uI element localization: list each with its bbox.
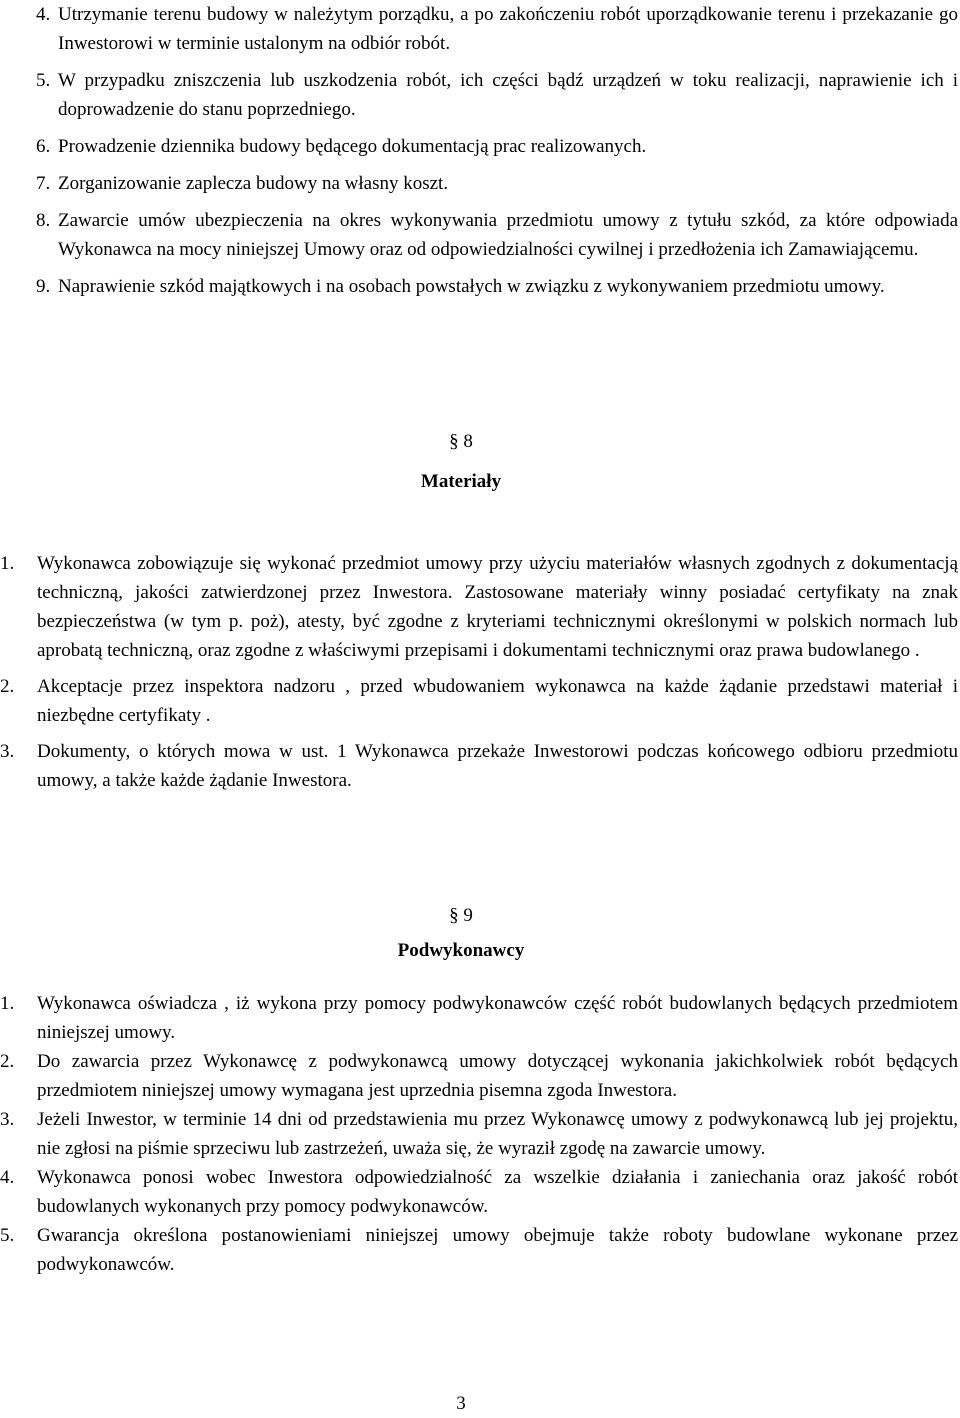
list-item-number: 4. [36,4,51,25]
section-9-number: 9 [463,905,473,926]
list-item-number: 7. [36,173,51,194]
section-9-heading [0,901,922,965]
list-item-text: Dokumenty, o których mowa w ust. 1 Wykonawca przekaże Inwestorowi podczas końcowego odbioru przedmiotu umowy, a także każde żądanie Inwestora. [37,741,958,791]
section-9-list [0,989,958,1279]
list-item-number: 1. [0,553,15,574]
list-item-number: 5. [0,1225,15,1246]
list-item-text: Jeżeli Inwestor, w terminie 14 dni od przedstawienia mu przez Wykonawcę umowy z podwykonawcą lub jej projektu, nie zgłosi na piśmie sprzeciwu lub zastrzeżeń, uważa się, że wyraził zgodę na zawarcie umowy. [37,1109,958,1159]
list-item-number: 1. [0,993,15,1014]
obligation-item [36,206,958,264]
obligation-item [36,66,958,124]
list-item-number: 2. [0,676,15,697]
section-8-heading [0,427,922,496]
list-item-text: W przypadku zniszczenia lub uszkodzenia robót, ich części bądź urządzeń w toku realizacji, naprawienie ich i doprowadzenie do stanu poprzedniego. [58,70,958,120]
list-item-text: Naprawienie szkód majątkowych i na osobach powstałych w związku z wykonywaniem przedmiotu umowy. [58,276,885,297]
section-sign: § [449,431,459,452]
list-item-number: 9. [36,276,51,297]
list-item-text: Wykonawca ponosi wobec Inwestora odpowiedzialność za wszelkie działania i zaniechania oraz jakość robót budowlanych wykonanych przy pomocy podwykonawców. [37,1167,958,1217]
section-8-item [0,672,958,730]
list-item-text: Akceptacje przez inspektora nadzoru , przed wbudowaniem wykonawca na każde żądanie przedstawi materiał i niezbędne certyfikaty . [37,676,958,726]
obligation-item [36,0,958,58]
list-item-text: Prowadzenie dziennika budowy będącego dokumentacją prac realizowanych. [58,136,647,157]
section-9-item [0,1221,958,1279]
list-item-number: 4. [0,1167,15,1188]
list-item-text: Utrzymanie terenu budowy w należytym porządku, a po zakończeniu robót uporządkowanie terenu i przekazanie go Inwestorowi w terminie ustalonym na odbiór robót. [58,4,958,54]
section-8-number: 8 [463,431,473,452]
list-item-number: 3. [0,1109,15,1130]
list-item-text: Gwarancja określona postanowieniami niniejszej umowy obejmuje także roboty budowlane wykonane przez podwykonawców. [37,1225,958,1275]
section-8-list [0,549,958,802]
section-9-title: Podwykonawcy [397,940,525,961]
section-8-title: Materiały [420,471,502,492]
page-number: 3 [456,1393,466,1414]
section-9-item [0,1163,958,1221]
list-item-number: 5. [36,70,51,91]
list-item-text: Do zawarcia przez Wykonawcę z podwykonawcą umowy dotyczącej wykonania jakichkolwiek robót będących przedmiotem niniejszej umowy wymagana jest uprzednia pisemna zgoda Inwestora. [37,1051,958,1101]
obligation-item [36,169,958,198]
section-9-item [0,1047,958,1105]
list-item-text: Zorganizowanie zaplecza budowy na własny koszt. [58,173,449,194]
obligation-item [36,132,958,161]
section-sign: § [449,905,459,926]
list-item-text: Zawarcie umów ubezpieczenia na okres wykonywania przedmiotu umowy z tytułu szkód, za które odpowiada Wykonawca na mocy niniejszej Umowy oraz od odpowiedzialności cywilnej i przedłożenia ich Zamawiającemu. [58,210,958,260]
section-9-item [0,989,958,1047]
section-8-item [0,737,958,795]
list-item-number: 3. [0,741,15,762]
obligation-item [36,272,958,301]
list-item-text: Wykonawca zobowiązuje się wykonać przedmiot umowy przy użyciu materiałów własnych zgodnych z dokumentacją techniczną, jakości zatwierdzonej przez Inwestora. Zastosowane materiały winny posiadać certyfikaty na znak bezpieczeństwa (w tym p. poż), atesty, być zgodne z kryteriami technicznymi określonymi w polskich normach lub aprobatą techniczną, oraz zgodne z właściwymi przepisami i dokumentami technicznymi oraz prawa budowlanego . [37,553,958,661]
list-item-number: 2. [0,1051,15,1072]
section-9-item [0,1105,958,1163]
list-item-text: Wykonawca oświadcza , iż wykona przy pomocy podwykonawców część robót budowlanych będących przedmiotem niniejszej umowy. [37,993,958,1043]
section-8-item [0,549,958,665]
list-item-number: 6. [36,136,51,157]
list-item-number: 8. [36,210,51,231]
obligations-list [36,0,958,309]
